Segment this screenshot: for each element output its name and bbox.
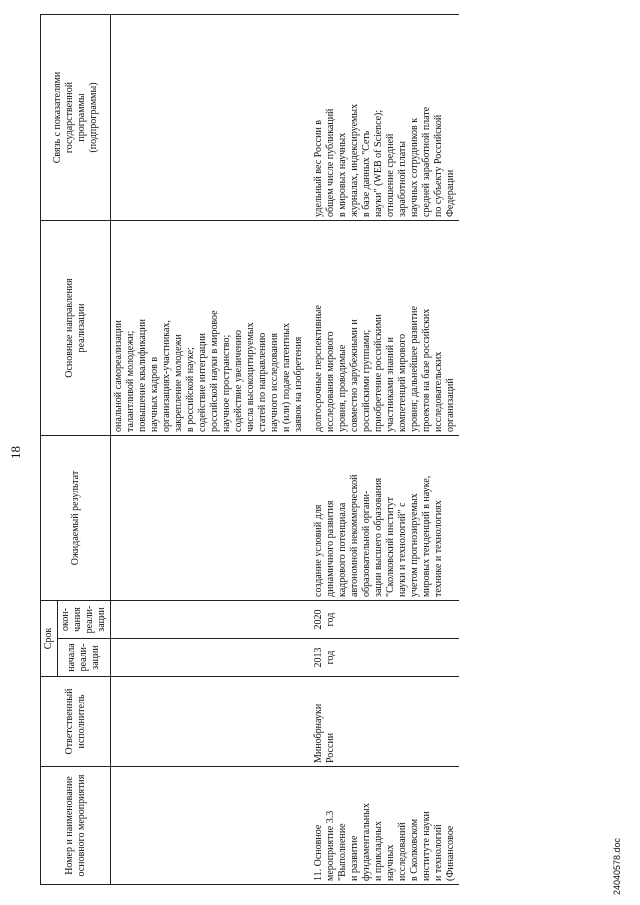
directions-cell: [307, 221, 459, 436]
text-line: заявок на изобретения: [293, 336, 304, 432]
text-line: реали-: [84, 605, 95, 634]
text-line: Ответственный: [63, 688, 75, 755]
text-line: научных сотрудников к: [409, 117, 420, 217]
activity-name-cell: [307, 767, 459, 885]
text-line: зации высшего образования: [373, 477, 384, 597]
executor-cell: [307, 677, 459, 767]
cont-start-cell: [111, 639, 308, 677]
text-line: Минобрнауки: [313, 703, 324, 763]
text-line: год: [325, 650, 336, 665]
header-executor: [41, 677, 111, 767]
text-line: в Сколковском: [409, 818, 420, 881]
text-line: Связь с показателями: [51, 71, 63, 164]
text-line: создание условий для: [313, 504, 324, 597]
text-line: закрепление молодежи: [173, 334, 184, 432]
cont-result-cell: [111, 436, 308, 601]
text-line: по субъекту Российской: [433, 114, 444, 217]
text-line: содействие увеличению: [233, 330, 244, 432]
cont-executor-cell: [111, 677, 308, 767]
text-line: статей по направлению: [257, 332, 268, 432]
text-line: 2013: [313, 647, 324, 668]
text-line: автономной некоммерческой: [349, 474, 360, 597]
program-table: [40, 14, 459, 885]
cont-name-cell: [111, 767, 308, 885]
text-line: Номер и наименование: [63, 776, 75, 875]
text-line: и прикладных: [373, 821, 384, 881]
text-line: "Выполнение: [337, 823, 348, 881]
text-line: исследования мирового: [325, 331, 336, 432]
end-year-cell: [307, 601, 459, 639]
text-line: и развитие: [349, 835, 360, 881]
text-line: год: [325, 612, 336, 627]
text-line: мероприятие 3.3: [325, 810, 336, 881]
text-line: реали-: [78, 643, 89, 672]
text-line: Основные направления: [63, 278, 75, 378]
text-line: начала: [66, 643, 77, 672]
text-line: участниками знаний и: [385, 337, 396, 432]
header-indicators: [41, 15, 111, 221]
page-number: 18: [8, 446, 23, 459]
start-year-cell: [307, 639, 459, 677]
text-line: российской науки в мировое: [209, 310, 220, 432]
text-line: организаций: [445, 378, 456, 432]
text-line: средней заработной плате: [421, 106, 432, 217]
text-line: научных: [385, 844, 396, 881]
text-line: зации: [96, 607, 107, 632]
text-line: образовательной органи-: [361, 490, 372, 597]
text-line: научного исследования: [269, 333, 280, 432]
text-line: ональной самореализации: [113, 320, 124, 432]
text-line: динамичного развития: [325, 500, 336, 597]
text-line: окон-: [60, 607, 71, 632]
header-expected-result: [41, 436, 111, 601]
text-line: государственной: [63, 81, 75, 154]
text-line: и (или) подаче патентных: [281, 323, 292, 432]
text-line: научное пространство;: [221, 334, 232, 432]
text-line: основного мероприятия: [75, 774, 87, 877]
text-line: мировых тенденций в науке,: [421, 475, 432, 597]
indicators-cell: [307, 15, 459, 221]
text-line: уровня, проводимые: [337, 344, 348, 432]
text-line: заработной платы: [397, 141, 408, 217]
table-header-row: [41, 15, 58, 885]
text-line: приобретение российскими: [373, 314, 384, 432]
header-start: [58, 639, 111, 677]
text-line: реализации: [75, 303, 87, 353]
text-line: программы: [75, 93, 87, 142]
cont-end-cell: [111, 601, 308, 639]
text-line: исследований: [397, 822, 408, 881]
text-line: талантливой молодежи;: [125, 330, 136, 432]
text-line: компетенций мирового: [397, 333, 408, 432]
text-line: России: [325, 732, 336, 763]
table-row-continuation: [111, 15, 308, 885]
text-line: долгосрочные перспективные: [313, 305, 324, 432]
text-line: Федерации: [445, 169, 456, 217]
text-line: в мировых научных: [337, 132, 348, 217]
text-line: удельный вес России в: [313, 119, 324, 217]
header-end: [58, 601, 111, 639]
expected-result-cell: [307, 436, 459, 601]
text-line: совместно зарубежными и: [349, 319, 360, 432]
text-line: в российской науке;: [185, 347, 196, 432]
text-line: общем числе публикаций: [325, 108, 336, 217]
text-line: содействие интеграции: [197, 333, 208, 432]
text-line: "Сколковский институт: [385, 497, 396, 597]
text-line: числа высокоцитируемых: [245, 322, 256, 432]
text-line: кадрового потенциала: [337, 502, 348, 597]
text-line: 11. Основное: [313, 824, 324, 881]
text-line: отношение средней: [385, 133, 396, 217]
text-line: науки" (WEB of Science);: [373, 109, 384, 217]
text-line: исполнитель: [75, 694, 87, 749]
text-line: чания: [72, 607, 83, 632]
text-line: (подпрограммы): [87, 82, 99, 153]
table-row: [307, 15, 459, 885]
text-line: научных кадров в: [149, 356, 160, 432]
text-line: уровня; дальнейшее развитие: [409, 306, 420, 432]
header-activity-name: [41, 767, 111, 885]
header-term: Срок: [41, 601, 58, 677]
text-line: зации: [90, 645, 101, 670]
text-line: повышение квалификации: [137, 319, 148, 432]
header-directions: [41, 221, 111, 436]
text-line: исследовательских: [433, 351, 444, 432]
document-id: 24040578.doc: [612, 837, 622, 895]
cont-indicators-cell: [111, 15, 308, 221]
text-line: 2020: [313, 609, 324, 630]
text-line: организациях-участниках,: [161, 320, 172, 432]
text-line: учетом прогнозируемых: [409, 493, 420, 597]
text-line: Ожидаемый результат: [69, 470, 81, 566]
text-line: журналах, индексируемых: [349, 103, 360, 217]
text-line: в базе данных "Сеть: [361, 130, 372, 217]
text-line: (Финансовое: [445, 825, 456, 881]
cont-directions-cell: [111, 221, 308, 436]
text-line: проектов на базе российских: [421, 308, 432, 432]
text-line: технике и технологиях: [433, 500, 444, 597]
text-line: институте науки: [421, 811, 432, 881]
text-line: фундаментальных: [361, 803, 372, 881]
text-line: российскими группами;: [361, 329, 372, 432]
text-line: науки и технологий" с: [397, 502, 408, 597]
text-line: и технологий: [433, 824, 444, 881]
